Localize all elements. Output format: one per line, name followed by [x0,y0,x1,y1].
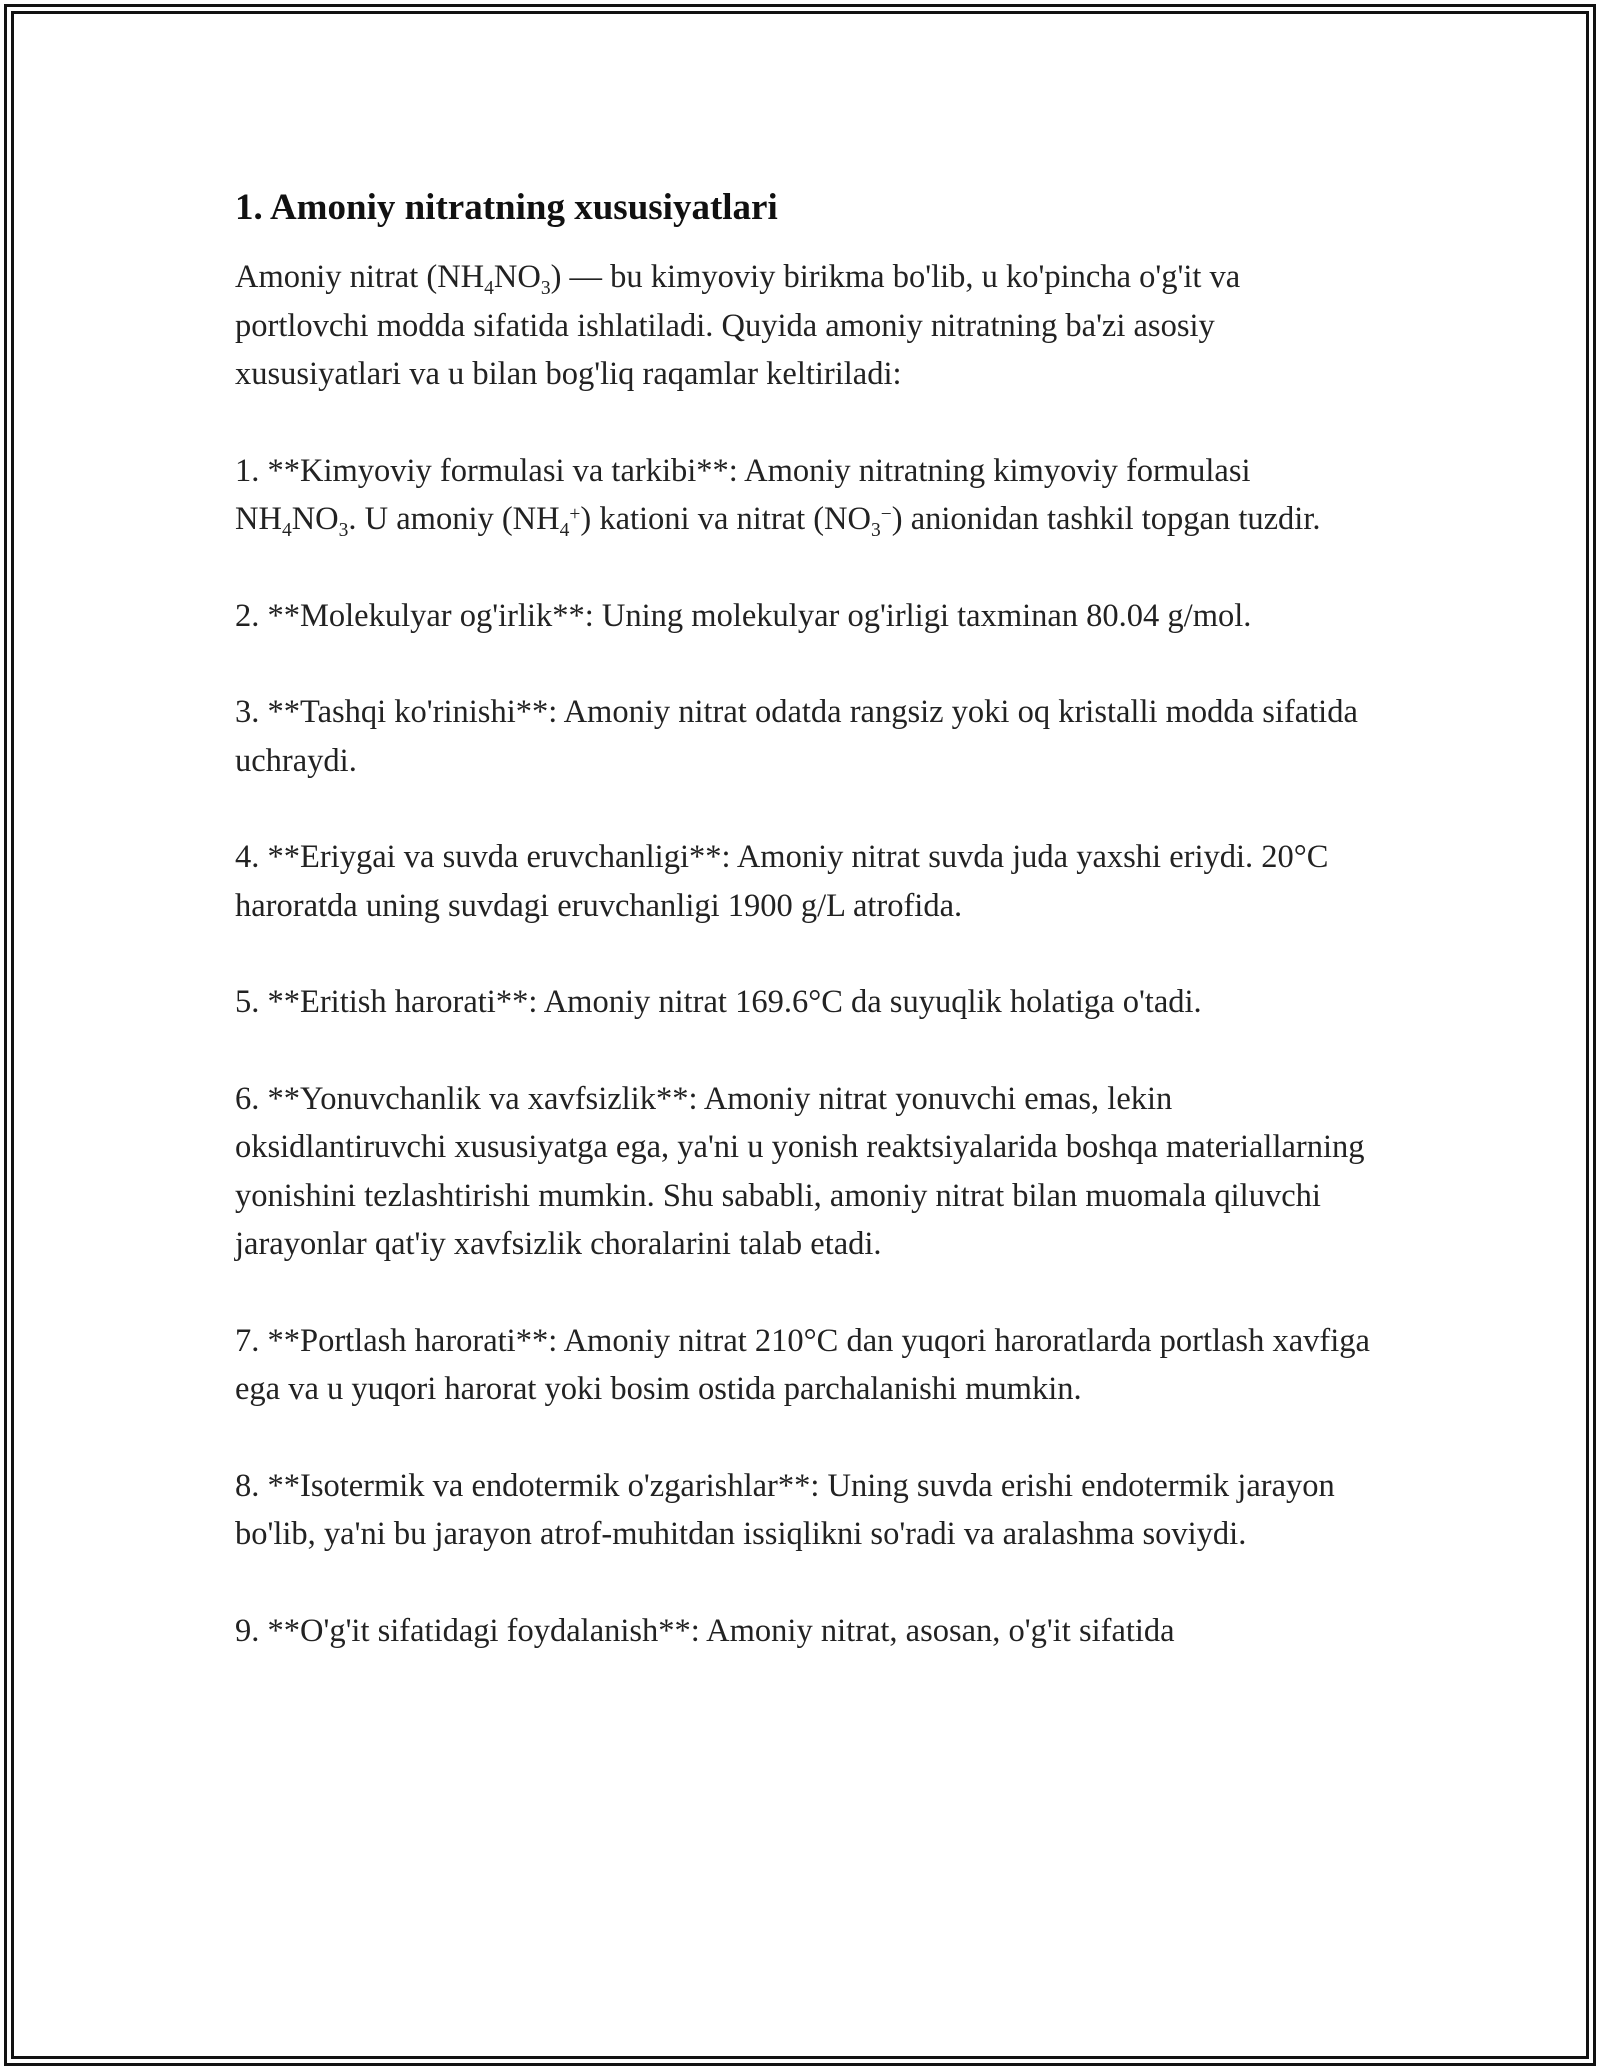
list-item-1 [235,447,1370,544]
intro-text: ) — bu kimyoviy birikma bo'lib, u ko'pincha o'g'it va portlovchi modda sifatida ishlatiladi. Quyida amoniy nitratning ba'zi asosiy xususiyatlari va u bilan bog'liq raqamlar keltiriladi: [235,259,1241,392]
list-item-6: 6. **Yonuvchanlik va xavfsizlik**: Amoniy nitrat yonuvchi emas, lekin oksidlantiruvchi xususiyatga ega, ya'ni u yonish reaktsiyalarida boshqa materiallarning yonishini tezlashtirishi mumkin. Shu sababli, amoniy nitrat bilan muomala qiluvchi jarayonlar qat'iy xavfsizlik choralarini talab etadi. [235,1080,1365,1262]
subscript: 4 [484,277,494,299]
intro-text: Amoniy nitrat (NH [235,259,485,295]
item-text: . U amoniy (NH [348,501,560,537]
intro-text: NO [493,259,541,295]
document-body [235,185,1370,1703]
list-item-2: 2. **Molekulyar og'irlik**: Uning molekulyar og'irligi taxminan 80.04 g/mol. [235,597,1252,634]
intro-paragraph [235,253,1370,399]
list-item-9: 9. **O'g'it sifatidagi foydalanish**: Amoniy nitrat, asosan, o'g'it sifatida [235,1612,1175,1649]
subscript: 3 [871,519,881,541]
section-heading: 1. Amoniy nitratning xususiyatlari [235,187,778,228]
superscript: − [880,504,892,526]
item-text: ) kationi va nitrat (NO [580,501,871,537]
list-item-3: 3. **Tashqi ko'rinishi**: Amoniy nitrat odatda rangsiz yoki oq kristalli modda sifatida uchraydi. [235,694,1358,779]
subscript: 3 [540,277,551,299]
list-item-4: 4. **Eriygai va suvda eruvchanligi**: Amoniy nitrat suvda juda yaxshi eriydi. 20°C haroratda uning suvdagi eruvchanligi 1900 g/L atrofida. [235,839,1329,924]
item-text: 1. **Kimyoviy formulasi va tarkibi**: Amoniy nitratning kimyoviy formulasi NH [235,452,1251,537]
list-item-8: 8. **Isotermik va endotermik o'zgarishlar**: Uning suvda erishi endotermik jarayon bo'lib, ya'ni bu jarayon atrof-muhitdan issiqlikni so'radi va aralashma soviydi. [235,1467,1335,1552]
list-item-5: 5. **Eritish harorati**: Amoniy nitrat 169.6°C da suyuqlik holatiga o'tadi. [235,984,1202,1020]
list-item-7: 7. **Portlash harorati**: Amoniy nitrat 210°C dan yuqori haroratlarda portlash xavfiga ega va u yuqori harorat yoki bosim ostida parchalanishi mumkin. [235,1322,1370,1407]
subscript: 3 [338,519,349,541]
subscript: 4 [559,519,570,541]
item-text: ) anionidan tashkil topgan tuzdir. [891,501,1321,537]
subscript: 4 [281,519,292,541]
superscript: + [569,504,581,526]
item-text: NO [291,501,339,537]
